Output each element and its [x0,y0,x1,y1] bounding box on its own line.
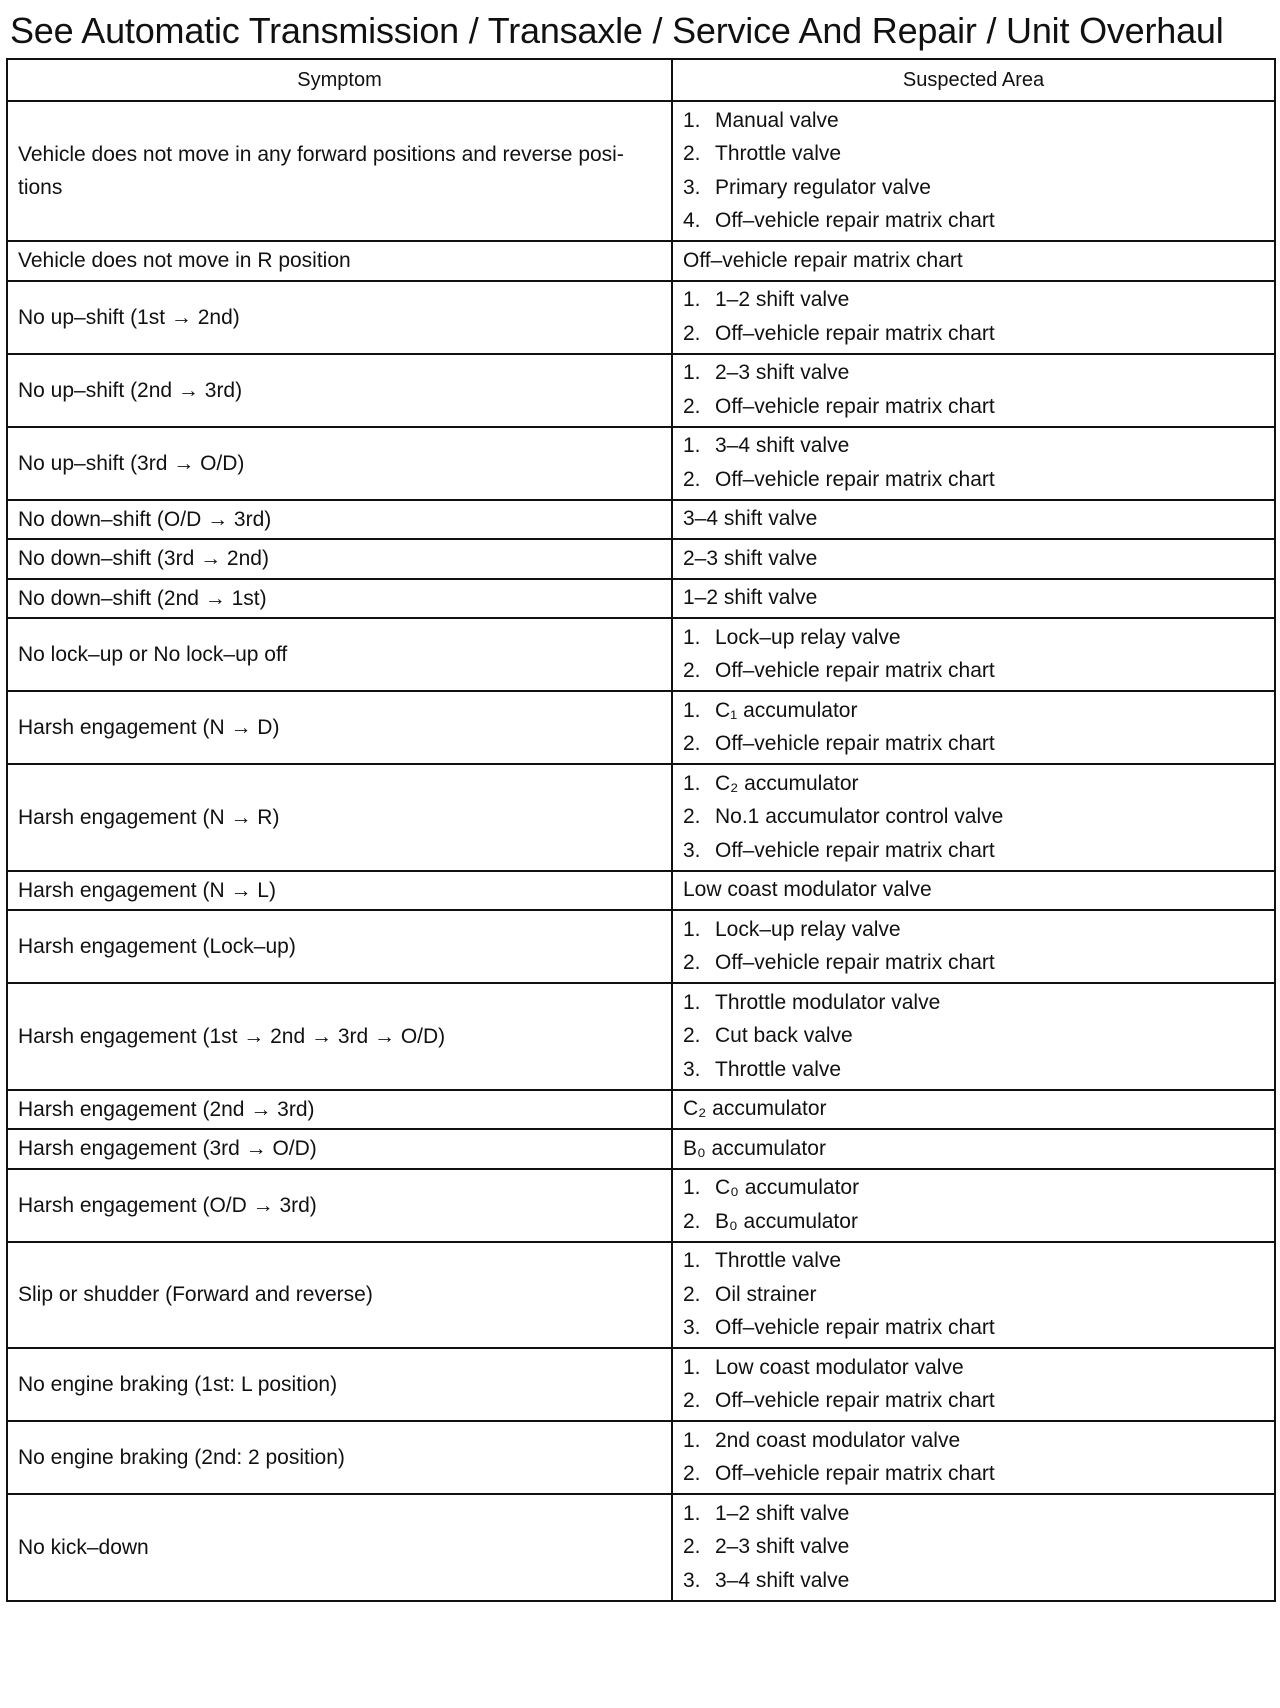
list-item [683,1385,1264,1419]
suspected-area-list [683,1497,1264,1598]
list-item-text: Off–vehicle repair matrix chart [715,659,995,683]
list-item-text: 2–3 shift valve [715,1535,850,1559]
symptom-cell [7,241,672,281]
suspected-area-text: Low coast modulator valve [683,878,932,902]
symptom-cell [7,764,672,871]
list-item-number: 1. [683,1355,701,1379]
list-item-number: 2. [683,467,701,491]
list-item-text: C₂ accumulator [715,771,859,795]
list-item-number: 2. [683,1389,701,1413]
list-item [683,1245,1264,1279]
list-item-number: 1. [683,698,701,722]
list-item [683,138,1264,172]
suspected-area-cell [672,983,1275,1090]
symptom-text: No up–shift (1st → 2nd) [18,305,240,329]
suspected-area-cell [672,910,1275,983]
suspected-area-cell [672,871,1275,911]
table-row [7,1129,1275,1169]
suspected-area-cell [672,1348,1275,1421]
symptom-cell [7,500,672,540]
suspected-area-list [683,694,1264,761]
suspected-area-text: B₀ accumulator [683,1136,826,1160]
symptom-text: No kick–down [18,1535,149,1559]
list-item [683,1020,1264,1054]
list-item-text: Throttle valve [715,1057,842,1081]
table-row [7,618,1275,691]
symptom-text: Harsh engagement (1st → 2nd → 3rd → O/D) [18,1024,446,1048]
table-row [7,241,1275,281]
table-row [7,871,1275,911]
list-item [683,1205,1264,1239]
list-item [683,1424,1264,1458]
suspected-area-list [683,284,1264,351]
suspected-area-cell [672,427,1275,500]
list-item-text: Off–vehicle repair matrix chart [715,838,995,862]
symptom-text: Harsh engagement (N → D) [18,716,280,739]
symptom-cell [7,1129,672,1169]
list-item-number: 4. [683,209,701,233]
list-item-text: Off–vehicle repair matrix chart [715,1462,995,1486]
list-item-text: Cut back valve [715,1024,853,1048]
list-item-text: Lock–up relay valve [715,625,901,649]
list-item [683,655,1264,689]
table-row [7,1421,1275,1494]
list-item [683,430,1264,464]
symptom-text: No up–shift (2nd → 3rd) [18,378,243,402]
symptom-cell [7,1242,672,1349]
list-item-text: 3–4 shift valve [715,1568,850,1592]
symptom-text: Harsh engagement (2nd → 3rd) [18,1097,315,1121]
suspected-area-list [683,1351,1264,1418]
list-item-number: 1. [683,625,701,649]
list-item-number: 3. [683,838,701,862]
symptom-cell [7,983,672,1090]
suspected-area-cell [672,1169,1275,1242]
list-item-number: 2. [683,1462,701,1486]
list-item-number: 1. [683,1176,701,1200]
list-item-number: 3. [683,175,701,199]
symptom-cell [7,910,672,983]
list-item [683,1278,1264,1312]
symptom-cell [7,1348,672,1421]
symptom-text: Harsh engagement (O/D → 3rd) [18,1193,317,1217]
symptom-cell [7,1494,672,1601]
list-item-number: 1. [683,434,701,458]
suspected-area-list [683,104,1264,238]
list-item [683,728,1264,762]
table-body [7,101,1275,1601]
table-row [7,1169,1275,1242]
table-row [7,764,1275,871]
symptom-text: No down–shift (3rd → 2nd) [18,547,269,571]
symptom-cell [7,539,672,579]
list-item-text: Off–vehicle repair matrix chart [715,209,995,233]
list-item-number: 3. [683,1057,701,1081]
symptom-cell [7,1421,672,1494]
list-item-number: 1. [683,361,701,385]
suspected-area-cell [672,539,1275,579]
symptom-cell [7,1090,672,1130]
list-item [683,986,1264,1020]
list-item-text: Throttle valve [715,142,842,166]
list-item-text: Throttle modulator valve [715,990,941,1014]
list-item [683,390,1264,424]
suspected-area-cell [672,500,1275,540]
list-item-text: B₀ accumulator [715,1209,858,1233]
suspected-area-text: 1–2 shift valve [683,586,818,610]
list-item-text: No.1 accumulator control valve [715,805,1004,829]
symptom-cell [7,101,672,241]
table-row [7,1242,1275,1349]
table-header-row [7,59,1275,101]
list-item-text: Primary regulator valve [715,175,931,199]
list-item-text: Off–vehicle repair matrix chart [715,1316,995,1340]
list-item [683,284,1264,318]
symptom-text: No down–shift (2nd → 1st) [18,586,267,610]
symptom-text: Harsh engagement (N → R) [18,805,280,829]
list-item [683,1564,1264,1598]
table-row [7,1090,1275,1130]
suspected-area-cell [672,618,1275,691]
symptom-text: Vehicle does not move in any forward positions and reverse posi-tions [18,143,624,199]
suspected-area-cell [672,691,1275,764]
list-item [683,834,1264,868]
list-item [683,1497,1264,1531]
list-item-number: 1. [683,917,701,941]
list-item-number: 1. [683,771,701,795]
list-item-text: 3–4 shift valve [715,434,850,458]
suspected-area-cell [672,1421,1275,1494]
suspected-area-cell [672,101,1275,241]
table-row [7,101,1275,241]
suspected-area-list [683,1245,1264,1346]
suspected-area-cell [672,579,1275,619]
table-row [7,983,1275,1090]
list-item-number: 2. [683,659,701,683]
list-item-number: 1. [683,288,701,312]
list-item-text: Oil strainer [715,1282,817,1306]
list-item [683,947,1264,981]
suspected-area-cell [672,1129,1275,1169]
list-item [683,205,1264,239]
symptom-text: Harsh engagement (Lock–up) [18,935,296,958]
list-item-number: 2. [683,951,701,975]
symptom-text: No lock–up or No lock–up off [18,643,288,666]
symptom-text: Vehicle does not move in R position [18,249,351,273]
list-item-text: Lock–up relay valve [715,917,901,941]
symptom-text: No engine braking (2nd: 2 position) [18,1446,345,1469]
list-item-text: Off–vehicle repair matrix chart [715,394,995,418]
list-item-text: Manual valve [715,108,839,132]
suspected-area-list [683,986,1264,1087]
symptom-text: Harsh engagement (N → L) [18,878,276,902]
table-row [7,281,1275,354]
table-row [7,354,1275,427]
list-item-number: 2. [683,1209,701,1233]
list-item [683,1458,1264,1492]
suspected-area-cell [672,354,1275,427]
symptom-cell [7,281,672,354]
suspected-area-cell [672,1090,1275,1130]
list-item-number: 1. [683,990,701,1014]
list-item [683,694,1264,728]
list-item-number: 2. [683,1535,701,1559]
list-item-text: 2nd coast modulator valve [715,1428,961,1452]
list-item [683,801,1264,835]
list-item [683,104,1264,138]
list-item-number: 2. [683,321,701,345]
symptom-text: Slip or shudder (Forward and reverse) [18,1283,373,1307]
list-item [683,1053,1264,1087]
list-item [683,317,1264,351]
list-item-number: 1. [683,1501,701,1525]
list-item [683,1312,1264,1346]
symptom-cell [7,1169,672,1242]
suspected-area-cell [672,281,1275,354]
table-row [7,500,1275,540]
list-item [683,1531,1264,1565]
list-item-number: 2. [683,732,701,756]
list-item [683,1172,1264,1206]
suspected-area-list [683,767,1264,868]
symptom-cell [7,354,672,427]
symptom-cell [7,871,672,911]
table-row [7,539,1275,579]
symptom-text: Harsh engagement (3rd → O/D) [18,1137,317,1161]
symptom-column-header: Symptom [7,59,672,101]
suspected-area-list [683,430,1264,497]
list-item [683,171,1264,205]
list-item-number: 2. [683,805,701,829]
suspected-area-text: C₂ accumulator [683,1097,827,1121]
table-row [7,1494,1275,1601]
list-item-number: 2. [683,394,701,418]
list-item-text: 1–2 shift valve [715,1501,850,1525]
list-item-number: 1. [683,108,701,132]
list-item [683,767,1264,801]
list-item-text: Off–vehicle repair matrix chart [715,1389,995,1413]
suspected-area-list [683,1424,1264,1491]
list-item-text: C₁ accumulator [715,698,858,722]
page-title: See Automatic Transmission / Transaxle / Service And Repair / Unit Overhaul [10,10,1224,51]
list-item-number: 2. [683,1024,701,1048]
list-item-text: 1–2 shift valve [715,288,850,312]
list-item-text: Off–vehicle repair matrix chart [715,732,995,756]
list-item-number: 1. [683,1249,701,1273]
list-item-number: 2. [683,1282,701,1306]
list-item [683,1351,1264,1385]
list-item-text: Off–vehicle repair matrix chart [715,951,995,975]
symptom-cell [7,579,672,619]
list-item [683,913,1264,947]
suspected-area-list [683,1172,1264,1239]
list-item-text: Throttle valve [715,1249,842,1273]
symptom-cell [7,691,672,764]
symptom-cell [7,427,672,500]
list-item [683,357,1264,391]
symptom-text: No up–shift (3rd → O/D) [18,451,245,475]
table-row [7,427,1275,500]
list-item-text: Low coast modulator valve [715,1355,964,1379]
table-row [7,691,1275,764]
list-item-number: 1. [683,1428,701,1452]
list-item-text: Off–vehicle repair matrix chart [715,321,995,345]
list-item-text: 2–3 shift valve [715,361,850,385]
suspected-area-cell [672,1242,1275,1349]
symptom-text: No engine braking (1st: L position) [18,1373,338,1396]
suspected-area-cell [672,1494,1275,1601]
table-row [7,579,1275,619]
list-item [683,463,1264,497]
symptom-cell [7,618,672,691]
list-item-number: 2. [683,142,701,166]
suspected-area-cell [672,241,1275,281]
suspected-area-text: 3–4 shift valve [683,507,818,531]
suspected-area-text: Off–vehicle repair matrix chart [683,248,963,272]
suspected-area-list [683,913,1264,980]
list-item-text: Off–vehicle repair matrix chart [715,467,995,491]
suspected-area-list [683,621,1264,688]
table-row [7,1348,1275,1421]
suspected-area-text: 2–3 shift valve [683,546,818,570]
diagnosis-table [6,58,1276,1602]
list-item-number: 3. [683,1316,701,1340]
list-item-number: 3. [683,1568,701,1592]
suspected-area-cell [672,764,1275,871]
list-item [683,621,1264,655]
table-row [7,910,1275,983]
suspected-area-list [683,357,1264,424]
suspected-area-column-header: Suspected Area [672,59,1275,101]
symptom-text: No down–shift (O/D → 3rd) [18,507,272,531]
list-item-text: C₀ accumulator [715,1176,860,1200]
